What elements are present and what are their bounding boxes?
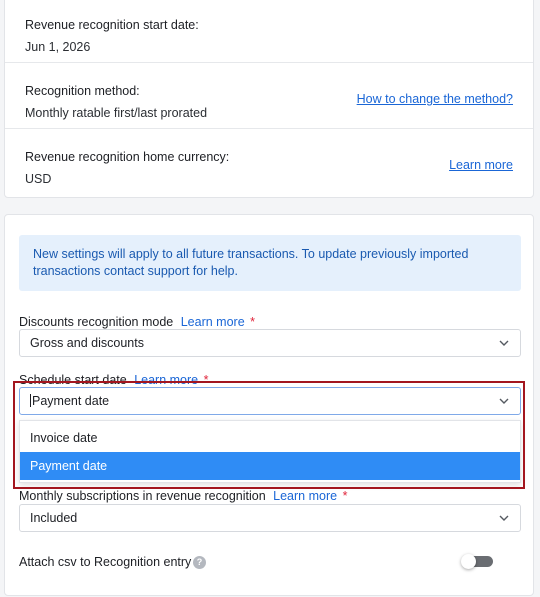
monthly-subscriptions-select[interactable] [19,504,521,532]
discounts-mode-select[interactable] [19,329,521,357]
option-payment-date[interactable]: Payment date [20,452,520,480]
option-invoice-date[interactable]: Invoice date [30,431,98,445]
start-date-value: Jun 1, 2026 [25,40,91,54]
schedule-start-select[interactable] [19,387,521,415]
attach-csv-label: Attach csv to Recognition entry [19,555,192,569]
recognition-method-value: Monthly ratable first/last prorated [25,106,208,120]
discounts-mode-value: Gross and discounts [30,336,144,350]
recognition-method-row [5,63,533,129]
discounts-field-label [19,314,255,330]
home-currency-label: Revenue recognition home currency: [25,150,230,164]
monthly-label-text: Monthly subscriptions in revenue recognition [19,489,266,503]
schedule-field-label [19,372,209,388]
attach-csv-toggle[interactable] [461,554,493,569]
schedule-learn-more-link[interactable]: Learn more [134,373,199,387]
schedule-label-text: Schedule start date [19,373,127,387]
recognition-method-label: Recognition method: [25,84,140,98]
discounts-learn-more-link[interactable]: Learn more [180,315,245,329]
monthly-required-mark: * [342,489,348,503]
chevron-down-icon [498,337,510,349]
recognition-settings-card [4,214,534,596]
discounts-label-text: Discounts recognition mode [19,315,174,329]
toggle-knob [461,554,476,569]
schedule-start-value: Payment date [32,394,110,408]
chevron-down-icon [498,512,510,524]
discounts-required-mark: * [250,315,256,329]
recognition-info-card [4,0,534,198]
schedule-required-mark: * [203,373,209,387]
currency-learn-more-link[interactable]: Learn more [449,158,513,172]
chevron-down-icon [498,395,510,407]
settings-notice: New settings will apply to all future transactions. To update previously imported transactions contact support for help. [19,235,521,291]
home-currency-row [5,129,533,195]
start-date-label: Revenue recognition start date: [25,18,199,32]
schedule-start-dropdown [19,420,521,483]
monthly-subscriptions-value: Included [30,511,78,525]
change-method-link[interactable]: How to change the method? [356,92,513,106]
home-currency-value: USD [25,172,52,186]
monthly-field-label [19,488,347,504]
start-date-row [5,0,533,63]
text-caret [30,394,31,407]
help-icon[interactable]: ? [193,556,206,569]
monthly-learn-more-link[interactable]: Learn more [273,489,338,503]
